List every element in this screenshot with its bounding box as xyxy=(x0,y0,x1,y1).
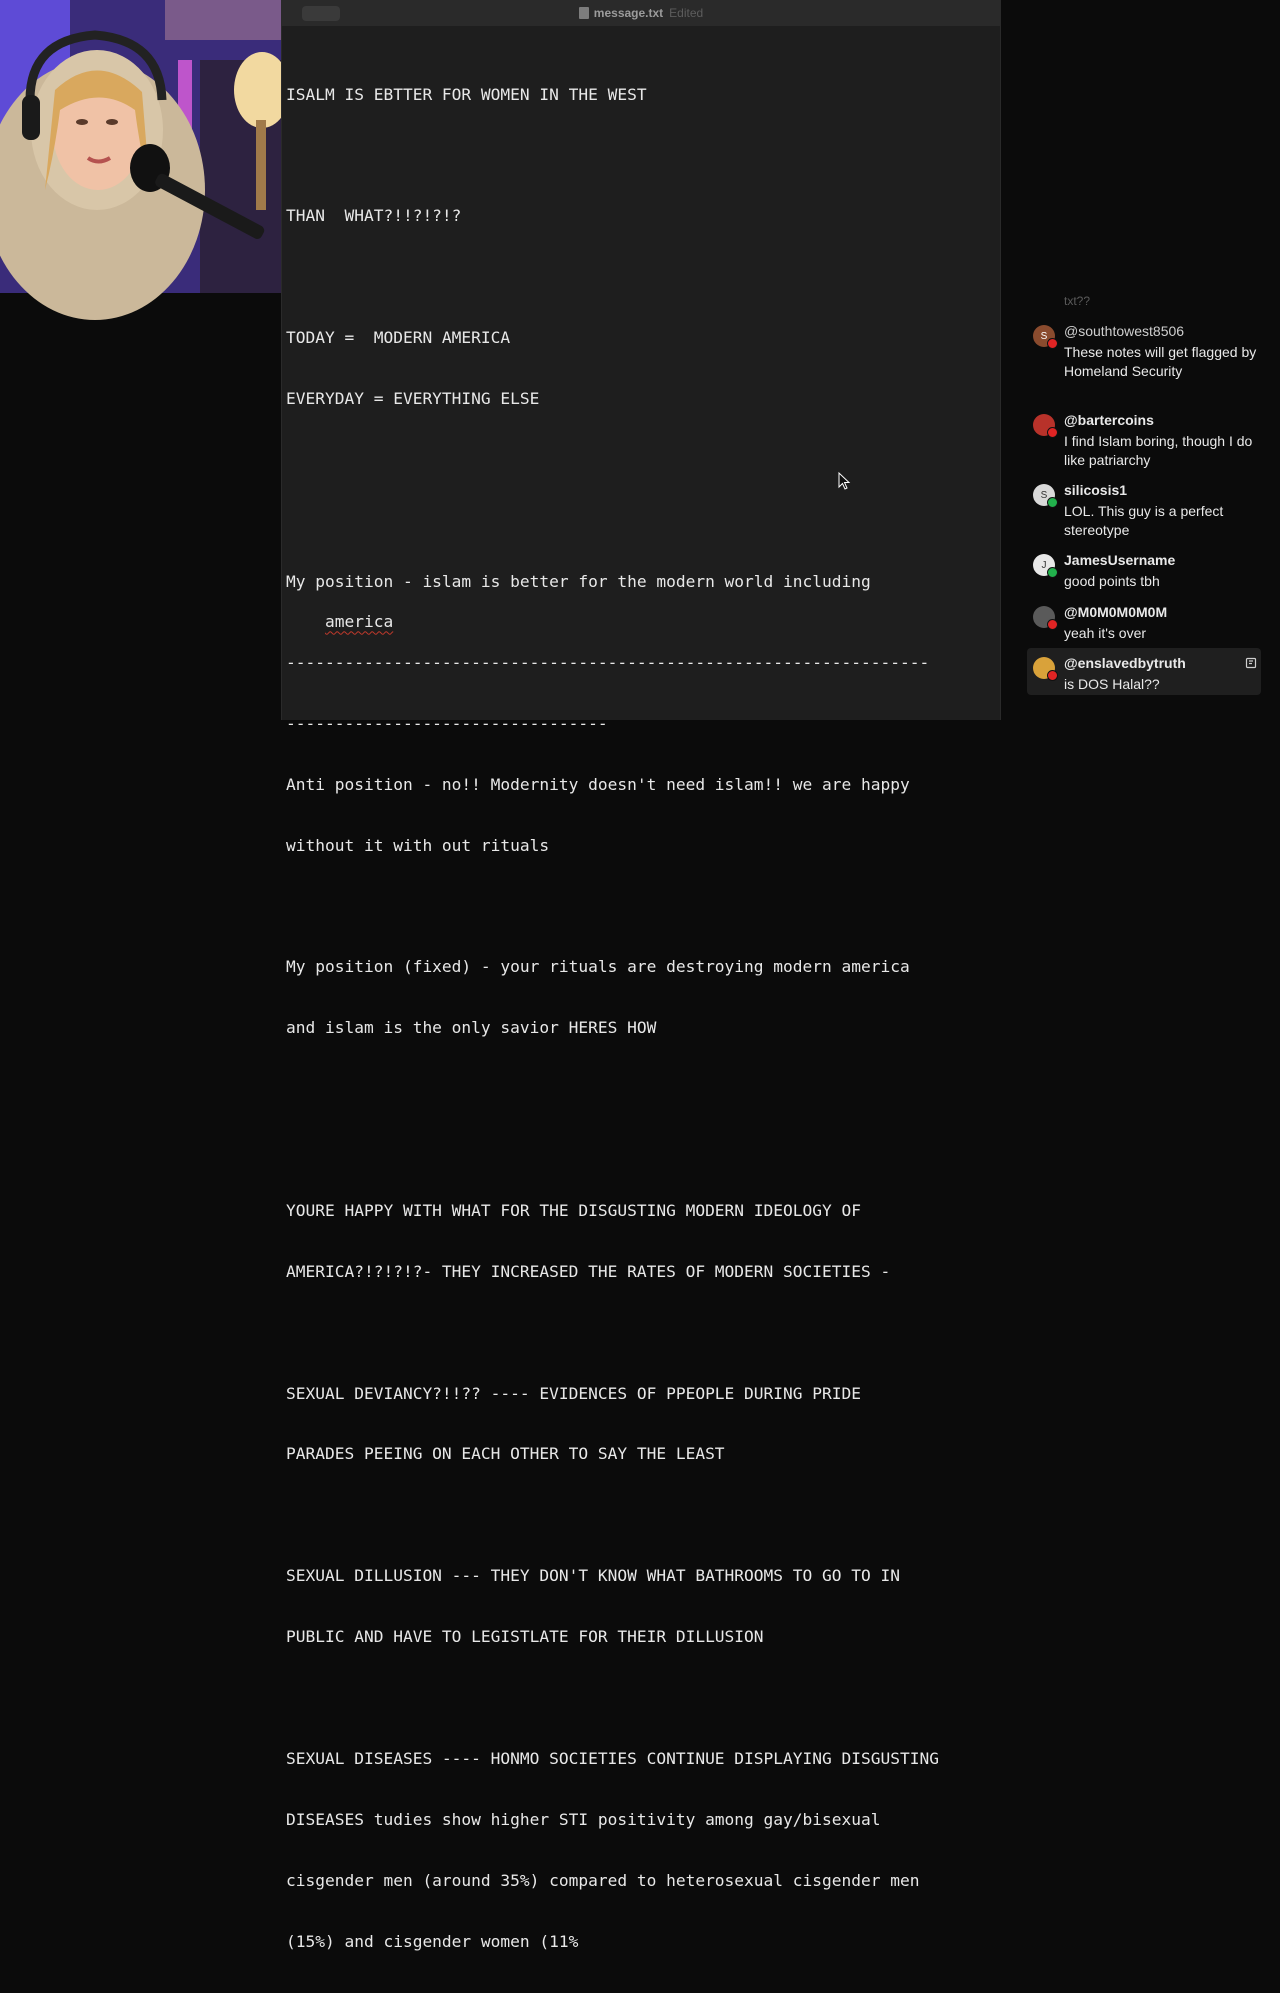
text-line xyxy=(286,1505,994,1525)
mouse-cursor-icon xyxy=(838,472,850,490)
editor-titlebar xyxy=(282,0,1000,26)
live-chat-panel xyxy=(1027,294,1265,720)
text-line xyxy=(286,1323,994,1343)
text-line: ISALM IS EBTTER FOR WOMEN IN THE WEST xyxy=(286,84,647,104)
flag-icon[interactable] xyxy=(1245,657,1257,669)
chat-text: good points tbh xyxy=(1064,573,1160,589)
chat-username[interactable]: @M0M0M0M0M xyxy=(1064,604,1168,620)
webcam-overlay xyxy=(0,0,293,293)
text-line: ------------------------------------------------------------------ xyxy=(286,652,930,672)
file-name: message.txt xyxy=(593,6,664,20)
chat-text: yeah it's over xyxy=(1064,625,1147,641)
chat-faded-message: txt?? xyxy=(1064,294,1091,308)
text-line: My position - islam is better for the modern world including xyxy=(286,571,871,591)
text-line: (15%) and cisgender women (11% xyxy=(286,1931,579,1951)
text-line: My position (fixed) - your rituals are destroying modern america xyxy=(286,957,910,977)
text-line xyxy=(286,896,994,916)
chat-text: LOL. This guy is a perfect stereotype xyxy=(1064,503,1224,538)
text-line: EVERYDAY = EVERYTHING ELSE xyxy=(286,389,540,409)
text-line: AMERICA?!?!?!?- THEY INCREASED THE RATES OF MODERN SOCIETIES - xyxy=(286,1261,891,1281)
avatar: S xyxy=(1033,325,1055,347)
avatar xyxy=(1033,606,1055,628)
editor-text-area[interactable] xyxy=(286,44,994,1993)
text-line: PARADES PEEING ON EACH OTHER TO SAY THE LEAST xyxy=(286,1444,725,1464)
chat-username[interactable]: JamesUsername xyxy=(1064,552,1176,568)
chat-username[interactable]: silicosis1 xyxy=(1064,482,1128,498)
edit-status: Edited xyxy=(669,6,704,20)
text-line: Anti position - no!! Modernity doesn't need islam!! we are happy xyxy=(286,774,910,794)
text-line: PUBLIC AND HAVE TO LEGISTLATE FOR THEIR DILLUSION xyxy=(286,1627,764,1647)
chat-username[interactable]: @enslavedbytruth xyxy=(1064,655,1186,671)
text-line: SEXUAL DEVIANCY?!!?? ---- EVIDENCES OF PPEOPLE DURING PRIDE xyxy=(286,1383,861,1403)
chat-text: These notes will get flagged by Homeland Security xyxy=(1064,344,1257,379)
text-line xyxy=(286,511,994,531)
chat-username[interactable]: @bartercoins xyxy=(1064,412,1154,428)
document-icon xyxy=(579,7,589,19)
chat-text: is DOS Halal?? xyxy=(1064,676,1160,692)
text-line: SEXUAL DILLUSION --- THEY DON'T KNOW WHAT BATHROOMS TO GO TO IN xyxy=(286,1566,900,1586)
avatar: S xyxy=(1033,484,1055,506)
text-line: and islam is the only savior HERES HOW xyxy=(286,1018,657,1038)
text-line: america xyxy=(324,612,394,632)
text-line: SEXUAL DISEASES ---- HONMO SOCIETIES CONTINUE DISPLAYING DISGUSTING xyxy=(286,1748,939,1768)
text-line: --------------------------------- xyxy=(286,713,608,733)
streamer-webcam-image xyxy=(0,0,293,293)
text-line: YOURE HAPPY WITH WHAT FOR THE DISGUSTING MODERN IDEOLOGY OF xyxy=(286,1200,861,1220)
text-line: TODAY = MODERN AMERICA xyxy=(286,328,511,348)
text-line xyxy=(286,267,994,287)
avatar: J xyxy=(1033,554,1055,576)
chat-username[interactable]: @southtowest8506 xyxy=(1064,323,1185,339)
avatar xyxy=(1033,414,1055,436)
text-line xyxy=(286,1140,994,1160)
text-line xyxy=(286,1079,994,1099)
text-line xyxy=(286,1688,994,1708)
chat-text: I find Islam boring, though I do like patriarchy xyxy=(1064,433,1253,468)
text-line: DISEASES tudies show higher STI positivity among gay/bisexual xyxy=(286,1809,881,1829)
sidebar-toggle-icon[interactable] xyxy=(302,6,340,21)
text-line xyxy=(286,450,994,470)
text-line: without it with out rituals xyxy=(286,835,550,855)
text-line xyxy=(286,145,994,165)
text-line: THAN WHAT?!!?!?!? xyxy=(286,206,462,226)
avatar xyxy=(1033,657,1055,679)
text-editor-window xyxy=(281,0,1001,1951)
text-line: cisgender men (around 35%) compared to heterosexual cisgender men xyxy=(286,1870,920,1890)
